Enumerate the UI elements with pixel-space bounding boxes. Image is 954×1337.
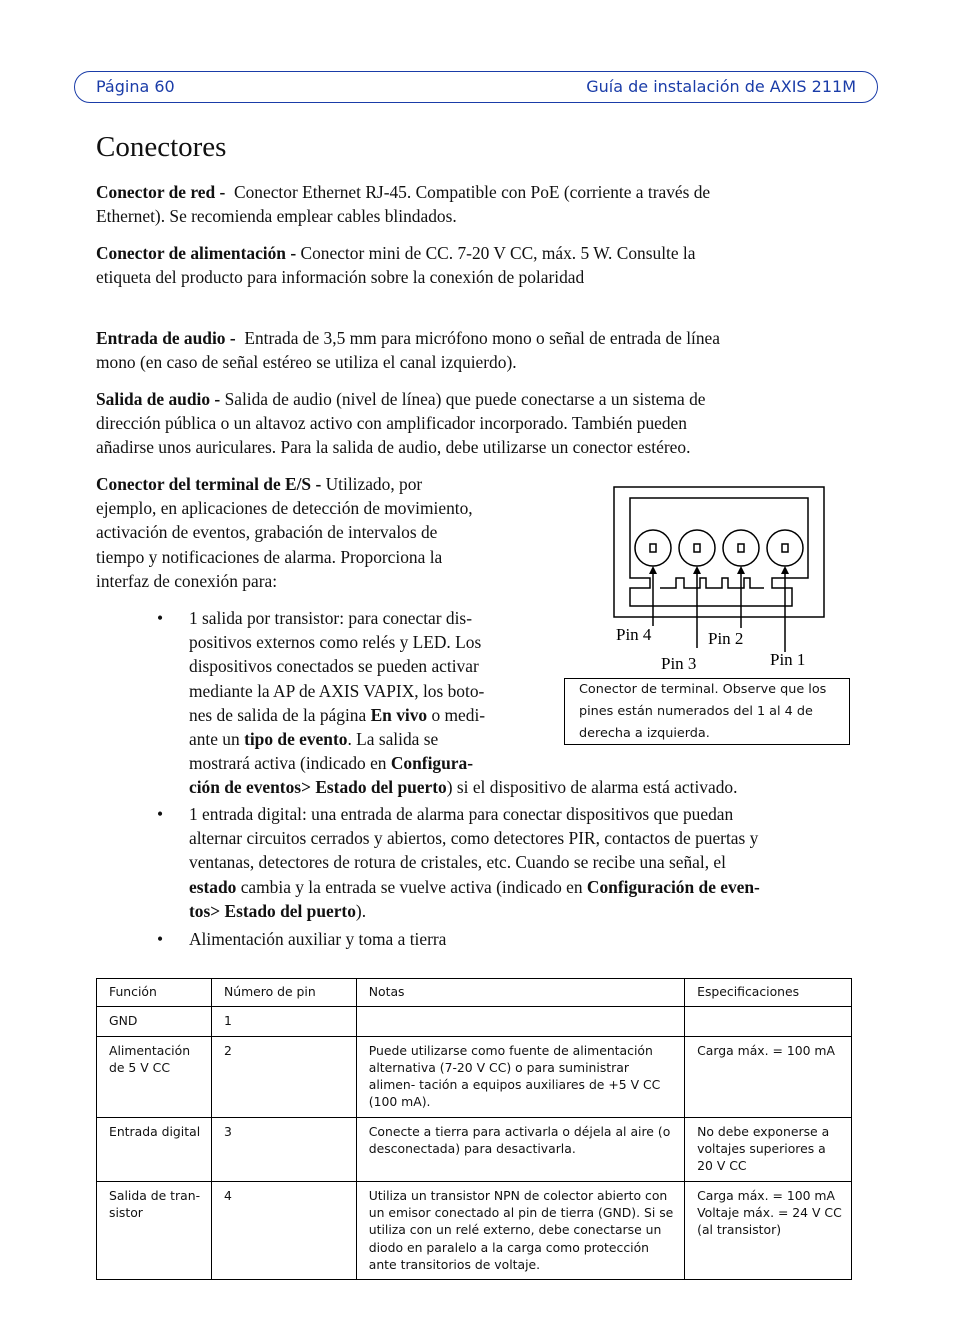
pin-hole-1 [782, 544, 788, 552]
table-cell: 3 [211, 1117, 356, 1181]
table-row [97, 1181, 852, 1279]
pin-arrow-4 [649, 566, 657, 574]
table-row [97, 1007, 852, 1036]
table-cell: Puede utilizarse como fuente de alimentación alternativa (7-20 V CC) o para suministrar alimen- tación a equipos auxiliares de +5 V CC (100 mA). [356, 1036, 684, 1117]
table-cell: Carga máx. = 100 mA Voltaje máx. = 24 V CC (al transistor) [685, 1181, 852, 1279]
table-cell: 1 [211, 1007, 356, 1036]
table-cell: Alimentación de 5 V CC [97, 1036, 212, 1117]
bullet-transistor-output: 1 salida por transistor: para conectar dis- positivos externos como relés y LED. Los dispositivos conectados se pueden activar mediante la AP de AXIS VAPIX, los boto- nes de salida de la página En vivo o medi- ante un tipo de evento. La salida se mostrará activa (indicado en Configura- ción de eventos> Estado del puerto) si el dispositivo de alarma está activado. [189, 608, 738, 798]
screw-terminals [660, 578, 764, 588]
bullet-symbol: • [157, 804, 164, 824]
pin-arrow-2 [737, 566, 745, 574]
pin-label-2: Pin 2 [708, 629, 744, 648]
pin-socket-4 [635, 530, 671, 566]
pin-hole-4 [650, 544, 656, 552]
table-cell: 4 [211, 1181, 356, 1279]
pin-label-4: Pin 4 [616, 625, 652, 644]
table-cell: Conecte a tierra para activarla o déjela al aire (o desconectada) para desactivarla. [356, 1117, 684, 1181]
table-row [97, 1117, 852, 1181]
guide-title: Guía de instalación de AXIS 211M [586, 77, 856, 96]
bullet-symbol: • [157, 929, 164, 949]
diagram-caption: Conector de terminal. Observe que los pines están numerados del 1 al 4 de derecha a izquierda. [564, 678, 850, 745]
table-cell: 2 [211, 1036, 356, 1117]
network-connector-text: Conector de red - Conector Ethernet RJ-45. Compatible con PoE (corriente a través de Ethernet). Se recomienda emplear cables blindados. [96, 182, 711, 227]
pin-specifications-table [96, 978, 852, 1280]
bullet-digital-input: 1 entrada digital: una entrada de alarma para conectar dispositivos que puedan alternar circuitos cerrados y abiertos, como detectores PIR, contactos de puertas y ventanas, detectores de rotura de cristales, etc. Cuando se recibe una señal, el estado cambia y la entrada se vuelve activa (indicado en Configuración de even- tos> Estado del puerto). [189, 804, 760, 921]
pin-socket-2 [723, 530, 759, 566]
audio-out-text: Salida de audio - Salida de audio (nivel de línea) que puede conectarse a un sistema de dirección pública o un altavoz activo con amplificador incorporado. También pueden añadirse unos auriculares. Para la salida de audio, debe utilizarse un conector estéreo. [96, 389, 706, 458]
bullet-symbol: • [157, 608, 164, 628]
table-header-cell: Especificaciones [685, 979, 852, 1007]
table-header-cell: Número de pin [211, 979, 356, 1007]
pin-arrow-3 [693, 566, 701, 574]
terminal-connector-diagram [592, 478, 842, 678]
table-cell [356, 1007, 684, 1036]
table-cell: No debe exponerse a voltajes superiores a 20 V CC [685, 1117, 852, 1181]
table-cell: Entrada digital [97, 1117, 212, 1181]
page-number: Página 60 [96, 77, 175, 96]
pin-socket-1 [767, 530, 803, 566]
pin-hole-2 [738, 544, 744, 552]
audio-in-text: Entrada de audio - Entrada de 3,5 mm para micrófono mono o señal de entrada de línea mono (en caso de señal estéreo se utiliza el canal izquierdo). [96, 328, 720, 373]
table-header-cell: Notas [356, 979, 684, 1007]
table-header-row [97, 979, 852, 1007]
table-cell: Carga máx. = 100 mA [685, 1036, 852, 1117]
table-row [97, 1036, 852, 1117]
table-cell [685, 1007, 852, 1036]
power-connector-text: Conector de alimentación - Conector mini de CC. 7-20 V CC, máx. 5 W. Consulte la etiqueta del producto para información sobre la conexión de polaridad [96, 243, 696, 288]
io-connector-text: Conector del terminal de E/S - Utilizado, por ejemplo, en aplicaciones de detección de movimiento, activación de eventos, grabación de intervalos de tiempo y notificaciones de alarma. Proporciona la interfaz de conexión para: [96, 474, 473, 591]
table-cell: GND [97, 1007, 212, 1036]
pin-label-1: Pin 1 [770, 650, 806, 669]
pin-socket-3 [679, 530, 715, 566]
page-title: Conectores [96, 131, 227, 163]
bullet-aux-power: Alimentación auxiliar y toma a tierra [189, 929, 447, 949]
pin-label-3: Pin 3 [661, 654, 697, 673]
pin-arrow-1 [781, 566, 789, 574]
table-cell: Utiliza un transistor NPN de colector abierto con un emisor conectado al pin de tierra (GND). Si se utiliza con un relé externo, debe conectarse un diodo en paralelo a la carga como protección ante transitorios de voltaje. [356, 1181, 684, 1279]
pin-hole-3 [694, 544, 700, 552]
page-header [74, 71, 878, 103]
table-cell: Salida de tran- sistor [97, 1181, 212, 1279]
table-header-cell: Función [97, 979, 212, 1007]
